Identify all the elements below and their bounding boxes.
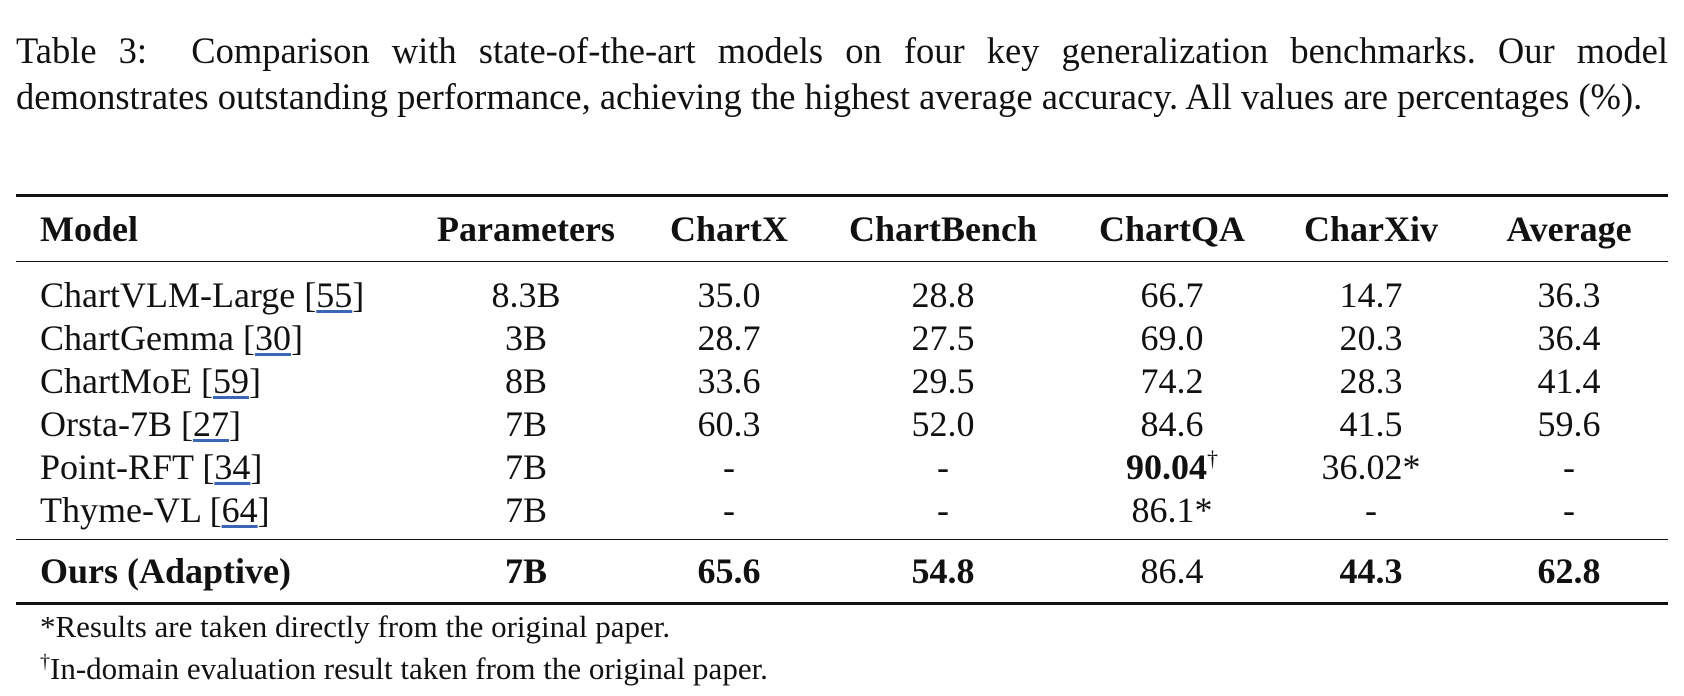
footnote-asterisk: *Results are taken directly from the original paper.: [40, 609, 671, 644]
ours-params-cell: 7B: [408, 540, 644, 604]
chartx-cell: 35.0: [697, 275, 761, 316]
params-cell: 7B: [504, 404, 547, 444]
table-row: [16, 360, 1668, 403]
footnote-dagger: [40, 648, 768, 690]
table-row: [16, 262, 1668, 317]
header-parameters: Parameters: [408, 196, 644, 262]
average-cell: 59.6: [1537, 404, 1601, 444]
citation-link[interactable]: 34: [214, 447, 251, 487]
model-name: ChartVLM-Large: [40, 275, 296, 316]
chartbench-cell: -: [937, 489, 949, 530]
charxiv-cell: -: [1365, 489, 1377, 530]
citation-link[interactable]: 30: [254, 318, 291, 358]
results-table-container: [16, 194, 1668, 605]
chartqa-cell: 66.7: [1140, 275, 1204, 316]
caption-label: Table 3:: [16, 30, 148, 71]
charxiv-cell: 20.3: [1339, 318, 1403, 358]
chartx-cell: -: [723, 489, 735, 530]
average-cell: -: [1563, 489, 1575, 530]
citation-link[interactable]: 55: [316, 275, 353, 316]
model-cell: Thyme-VL [64]: [40, 489, 270, 530]
header-average: Average: [1470, 196, 1668, 262]
table-header-row: [16, 196, 1668, 262]
model-name: Thyme-VL: [40, 489, 201, 530]
chartbench-cell: 29.5: [911, 361, 975, 401]
params-cell: 7B: [504, 447, 547, 487]
model-name: Point-RFT: [40, 447, 194, 487]
params-cell: 3B: [504, 318, 547, 358]
average-cell: 41.4: [1537, 361, 1601, 401]
average-cell: 36.4: [1537, 318, 1601, 358]
chartx-cell: 28.7: [697, 318, 761, 358]
ours-chartx-cell: 65.6: [644, 540, 814, 604]
chartbench-cell: 28.8: [911, 275, 975, 316]
model-cell: Point-RFT [34]: [40, 447, 263, 487]
header-model: Model: [16, 196, 408, 262]
results-table: [16, 194, 1668, 605]
params-cell: 8.3B: [491, 275, 561, 316]
chartqa-cell: [1072, 446, 1272, 489]
chartqa-cell: 86.1*: [1131, 489, 1213, 530]
ours-model-cell: Ours (Adaptive): [16, 540, 408, 604]
charxiv-cell: 28.3: [1339, 361, 1403, 401]
model-name: ChartGemma: [40, 318, 234, 358]
ours-average-cell: 62.8: [1470, 540, 1668, 604]
average-cell: -: [1563, 447, 1575, 487]
charxiv-cell: 41.5: [1339, 404, 1403, 444]
ours-chartqa-cell: 86.4: [1072, 540, 1272, 604]
chartqa-cell: 84.6: [1140, 404, 1204, 444]
chartqa-cell: 69.0: [1140, 318, 1204, 358]
dagger-mark: †: [1207, 446, 1218, 471]
chartx-cell: 33.6: [697, 361, 761, 401]
params-cell: 8B: [504, 361, 547, 401]
header-charxiv: CharXiv: [1272, 196, 1470, 262]
ours-chartbench-cell: 54.8: [814, 540, 1072, 604]
table-row: [16, 403, 1668, 446]
params-cell: 7B: [504, 489, 547, 530]
ours-charxiv-cell: 44.3: [1272, 540, 1470, 604]
header-chartx: ChartX: [644, 196, 814, 262]
table-row: [16, 489, 1668, 540]
chartx-cell: -: [723, 447, 735, 487]
charxiv-cell: 36.02*: [1321, 447, 1421, 487]
citation-link[interactable]: 59: [212, 361, 249, 401]
charxiv-cell: 14.7: [1339, 275, 1403, 316]
model-cell: Orsta-7B [27]: [40, 404, 241, 444]
table-caption: [16, 28, 1668, 120]
chartx-cell: 60.3: [697, 404, 761, 444]
model-cell: ChartMoE [59]: [40, 361, 261, 401]
model-cell: ChartVLM-Large [55]: [40, 275, 365, 316]
chartbench-cell: 52.0: [911, 404, 975, 444]
citation-link[interactable]: 64: [221, 489, 258, 530]
table-footnotes: [40, 606, 768, 690]
model-cell: ChartGemma [30]: [40, 318, 303, 358]
footnote-dagger-text: In-domain evaluation result taken from the original paper.: [50, 651, 768, 686]
table-row: [16, 446, 1668, 489]
chartbench-cell: 27.5: [911, 318, 975, 358]
table-row: [16, 317, 1668, 360]
ours-row: [16, 540, 1668, 604]
header-chartbench: ChartBench: [814, 196, 1072, 262]
caption-text: Comparison with state-of-the-art models on four key generalization benchmarks. Our model demonstrates outstanding performance, achieving the highest average accuracy. All values are percentages (%).: [16, 30, 1669, 117]
model-name: ChartMoE: [40, 361, 192, 401]
model-name: Orsta-7B: [40, 404, 172, 444]
chartqa-best-value: 90.04: [1126, 447, 1207, 487]
citation-link[interactable]: 27: [192, 404, 229, 444]
average-cell: 36.3: [1537, 275, 1601, 316]
footnote-dagger-mark: †: [40, 650, 50, 673]
chartbench-cell: -: [937, 447, 949, 487]
chartqa-cell: 74.2: [1140, 361, 1204, 401]
header-chartqa: ChartQA: [1072, 196, 1272, 262]
